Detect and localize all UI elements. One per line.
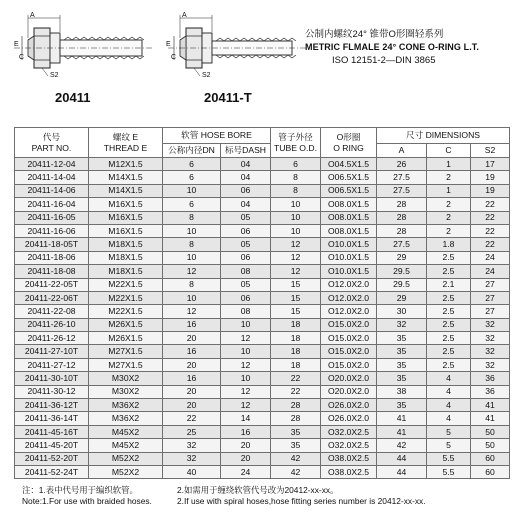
table-row	[15, 425, 510, 438]
cell-thread: M22X1.5	[89, 291, 163, 304]
cell-dim-c: 1	[427, 184, 471, 197]
cell-dim-c: 5	[427, 425, 471, 438]
cell-dim-s2: 36	[471, 372, 510, 385]
cell-dn: 20	[163, 385, 221, 398]
cell-part-no: 20411-16-04	[15, 198, 89, 211]
header-tube-en: TUBE O.D.	[274, 142, 317, 153]
cell-tube-od: 6	[271, 158, 321, 171]
cell-dn: 16	[163, 345, 221, 358]
cell-part-no: 20411-16-05	[15, 211, 89, 224]
dim-c-label-1: C	[19, 54, 25, 61]
cell-tube-od: 10	[271, 198, 321, 211]
cell-dim-c: 2	[427, 224, 471, 237]
cell-part-no: 20411-45-20T	[15, 439, 89, 452]
header-thread-en: THREAD E	[103, 142, 148, 153]
cell-dim-a: 35	[377, 372, 427, 385]
cell-thread: M12X1.5	[89, 158, 163, 171]
cell-thread: M36X2	[89, 412, 163, 425]
cell-dn: 10	[163, 291, 221, 304]
cell-dn: 22	[163, 412, 221, 425]
cell-tube-od: 15	[271, 278, 321, 291]
cell-o-ring: O12.0X2.0	[321, 305, 377, 318]
cell-dash: 06	[221, 184, 271, 197]
cell-dim-s2: 22	[471, 224, 510, 237]
cell-part-no: 20411-14-04	[15, 171, 89, 184]
cell-dash: 05	[221, 278, 271, 291]
cell-part-no: 20411-16-06	[15, 224, 89, 237]
cell-o-ring: O08.0X1.5	[321, 224, 377, 237]
cell-o-ring: O10.0X1.5	[321, 238, 377, 251]
header-part-no	[15, 128, 89, 158]
cell-thread: M14X1.5	[89, 171, 163, 184]
cell-dn: 16	[163, 372, 221, 385]
cell-dn: 6	[163, 158, 221, 171]
dim-a-label-2: A	[182, 12, 187, 19]
cell-part-no: 20411-18-06	[15, 251, 89, 264]
cell-dn: 32	[163, 439, 221, 452]
cell-o-ring: O15.0X2.0	[321, 318, 377, 331]
cell-dn: 8	[163, 211, 221, 224]
cell-dim-a: 38	[377, 385, 427, 398]
cell-dim-c: 1	[427, 158, 471, 171]
cell-tube-od: 35	[271, 425, 321, 438]
cell-dim-s2: 36	[471, 385, 510, 398]
cell-dn: 12	[163, 265, 221, 278]
cell-dim-a: 35	[377, 332, 427, 345]
cell-dim-s2: 24	[471, 251, 510, 264]
cell-dash: 04	[221, 198, 271, 211]
header-tube-cn: 管子外径	[278, 131, 313, 142]
table-row	[15, 251, 510, 264]
cell-dash: 08	[221, 305, 271, 318]
cell-dim-a: 29	[377, 251, 427, 264]
table-row	[15, 158, 510, 171]
table-row	[15, 452, 510, 465]
cell-dim-c: 2.5	[427, 318, 471, 331]
dim-a-label-1: A	[30, 12, 35, 19]
cell-o-ring: O12.0X2.0	[321, 291, 377, 304]
table-row	[15, 278, 510, 291]
cell-dim-a: 28	[377, 211, 427, 224]
cell-tube-od: 18	[271, 332, 321, 345]
cell-dim-a: 35	[377, 399, 427, 412]
cell-dash: 12	[221, 399, 271, 412]
cell-dim-s2: 22	[471, 238, 510, 251]
cell-dim-s2: 32	[471, 332, 510, 345]
cell-o-ring: O38.0X2.5	[321, 465, 377, 478]
cell-dim-s2: 22	[471, 198, 510, 211]
cell-dim-s2: 32	[471, 345, 510, 358]
cell-part-no: 20411-27-12	[15, 358, 89, 371]
cell-thread: M16X1.5	[89, 224, 163, 237]
cell-thread: M52X2	[89, 465, 163, 478]
table-row	[15, 211, 510, 224]
cell-dim-c: 2.1	[427, 278, 471, 291]
note-cn-2: 2.如需用于缠绕软管代号改为20412-xx-xx。	[177, 485, 339, 495]
table-row	[15, 372, 510, 385]
cell-dim-a: 44	[377, 452, 427, 465]
cell-part-no: 20411-22-08	[15, 305, 89, 318]
cell-o-ring: O06.5X1.5	[321, 184, 377, 197]
cell-dim-s2: 32	[471, 318, 510, 331]
cell-dash: 20	[221, 452, 271, 465]
cell-dim-s2: 41	[471, 412, 510, 425]
table-row	[15, 198, 510, 211]
header-hose-bore: 软管 HOSE BORE	[163, 128, 271, 144]
cell-dn: 8	[163, 238, 221, 251]
table-row	[15, 318, 510, 331]
cell-dim-a: 41	[377, 425, 427, 438]
header-dn: 公称内径DN	[163, 144, 221, 158]
cell-dim-s2: 60	[471, 452, 510, 465]
cell-dim-s2: 27	[471, 305, 510, 318]
cell-dash: 06	[221, 291, 271, 304]
cell-dim-c: 4	[427, 385, 471, 398]
table-row	[15, 439, 510, 452]
dim-c-label-2: C	[171, 54, 177, 61]
cell-thread: M18X1.5	[89, 238, 163, 251]
cell-o-ring: O08.0X1.5	[321, 198, 377, 211]
cell-dim-c: 5.5	[427, 465, 471, 478]
cell-tube-od: 18	[271, 318, 321, 331]
part-label-20411: 20411	[55, 90, 91, 105]
cell-o-ring: O32.0X2.5	[321, 439, 377, 452]
cell-part-no: 20411-18-08	[15, 265, 89, 278]
cell-tube-od: 8	[271, 171, 321, 184]
cell-tube-od: 10	[271, 211, 321, 224]
cell-part-no: 20411-12-04	[15, 158, 89, 171]
cell-thread: M16X1.5	[89, 211, 163, 224]
cell-thread: M45X2	[89, 439, 163, 452]
header-part-en: PART NO.	[31, 142, 72, 153]
cell-thread: M30X2	[89, 372, 163, 385]
cell-part-no: 20411-22-05T	[15, 278, 89, 291]
table-row	[15, 265, 510, 278]
cell-dash: 08	[221, 265, 271, 278]
cell-dim-s2: 41	[471, 399, 510, 412]
cell-dim-s2: 60	[471, 465, 510, 478]
cell-o-ring: O20.0X2.0	[321, 385, 377, 398]
cell-o-ring: O10.0X1.5	[321, 251, 377, 264]
cell-part-no: 20411-27-10T	[15, 345, 89, 358]
cell-dn: 10	[163, 251, 221, 264]
cell-dim-c: 5.5	[427, 452, 471, 465]
cell-dash: 06	[221, 224, 271, 237]
cell-thread: M14X1.5	[89, 184, 163, 197]
cell-dn: 32	[163, 452, 221, 465]
cell-part-no: 20411-52-20T	[15, 452, 89, 465]
cell-dn: 10	[163, 224, 221, 237]
table-row	[15, 465, 510, 478]
table-row	[15, 291, 510, 304]
cell-dim-c: 5	[427, 439, 471, 452]
notes	[22, 485, 512, 507]
cell-thread: M36X2	[89, 399, 163, 412]
cell-o-ring: O06.5X1.5	[321, 171, 377, 184]
table-body	[15, 158, 510, 479]
cell-o-ring: O26.0X2.0	[321, 399, 377, 412]
fitting-drawing-20411	[14, 10, 154, 88]
cell-dn: 20	[163, 399, 221, 412]
cell-dn: 10	[163, 184, 221, 197]
cell-tube-od: 18	[271, 358, 321, 371]
header-s2: S2	[471, 144, 510, 158]
dim-s2-label-1: S2	[50, 72, 59, 79]
cell-dim-c: 4	[427, 412, 471, 425]
cell-dim-s2: 22	[471, 211, 510, 224]
cell-o-ring: O15.0X2.0	[321, 332, 377, 345]
table-row	[15, 345, 510, 358]
cell-dim-s2: 50	[471, 425, 510, 438]
cell-dim-s2: 27	[471, 291, 510, 304]
cell-dim-c: 2.5	[427, 358, 471, 371]
cell-thread: M26X1.5	[89, 332, 163, 345]
cell-part-no: 20411-30-10T	[15, 372, 89, 385]
cell-dim-s2: 27	[471, 278, 510, 291]
header-oring-en: O RING	[333, 142, 364, 153]
table-row	[15, 358, 510, 371]
cell-thread: M52X2	[89, 452, 163, 465]
cell-dim-c: 2.5	[427, 291, 471, 304]
header-dimensions: 尺寸 DIMENSIONS	[377, 128, 510, 144]
note-cn-1: 注：1.表中代号用于编织软管。	[22, 485, 138, 495]
cell-dn: 16	[163, 318, 221, 331]
cell-dim-a: 35	[377, 358, 427, 371]
cell-thread: M18X1.5	[89, 265, 163, 278]
cell-dim-c: 4	[427, 399, 471, 412]
cell-dim-a: 28	[377, 198, 427, 211]
cell-dash: 04	[221, 171, 271, 184]
cell-dash: 10	[221, 318, 271, 331]
cell-dash: 05	[221, 238, 271, 251]
cell-dim-a: 29.5	[377, 265, 427, 278]
cell-tube-od: 12	[271, 251, 321, 264]
cell-dash: 06	[221, 251, 271, 264]
cell-dim-a: 32	[377, 318, 427, 331]
cell-thread: M27X1.5	[89, 345, 163, 358]
cell-dim-s2: 50	[471, 439, 510, 452]
cell-dim-a: 29.5	[377, 278, 427, 291]
cell-tube-od: 22	[271, 372, 321, 385]
dim-s2-label-2: S2	[202, 72, 211, 79]
header-thread	[89, 128, 163, 158]
cell-o-ring: O10.0X1.5	[321, 265, 377, 278]
cell-dim-a: 27.5	[377, 171, 427, 184]
note-en-2: 2.If use with spiral hoses,hose fitting series number is 20412-xx-xx.	[177, 496, 426, 506]
header-c: C	[427, 144, 471, 158]
header-o-ring	[321, 128, 377, 158]
dim-e-label-2: E	[166, 41, 171, 48]
cell-tube-od: 12	[271, 265, 321, 278]
cell-part-no: 20411-52-24T	[15, 465, 89, 478]
header-tube-od	[271, 128, 321, 158]
cell-dash: 16	[221, 425, 271, 438]
note-line-cn	[22, 485, 512, 496]
cell-dn: 25	[163, 425, 221, 438]
cell-dim-a: 30	[377, 305, 427, 318]
table-row	[15, 332, 510, 345]
cell-dim-s2: 19	[471, 171, 510, 184]
note-en-1: Note:1.For use with braided hoses.	[22, 496, 152, 506]
table-row	[15, 171, 510, 184]
cell-dn: 20	[163, 358, 221, 371]
cell-dn: 8	[163, 278, 221, 291]
cell-part-no: 20411-18-05T	[15, 238, 89, 251]
cell-dash: 10	[221, 345, 271, 358]
cell-part-no: 20411-26-12	[15, 332, 89, 345]
cell-thread: M27X1.5	[89, 358, 163, 371]
cell-dim-c: 4	[427, 372, 471, 385]
cell-dim-a: 26	[377, 158, 427, 171]
cell-dim-c: 1.8	[427, 238, 471, 251]
cell-dash: 12	[221, 332, 271, 345]
cell-dim-s2: 19	[471, 184, 510, 197]
cell-dim-s2: 24	[471, 265, 510, 278]
cell-part-no: 20411-36-12T	[15, 399, 89, 412]
table-row	[15, 238, 510, 251]
dimensions-table	[14, 127, 510, 479]
cell-thread: M45X2	[89, 425, 163, 438]
cell-dim-c: 2.5	[427, 305, 471, 318]
cell-o-ring: O20.0X2.0	[321, 372, 377, 385]
cell-tube-od: 42	[271, 465, 321, 478]
table-row	[15, 399, 510, 412]
cell-dim-a: 42	[377, 439, 427, 452]
cell-o-ring: O08.0X1.5	[321, 211, 377, 224]
cell-tube-od: 12	[271, 238, 321, 251]
cell-tube-od: 35	[271, 439, 321, 452]
cell-thread: M26X1.5	[89, 318, 163, 331]
cell-tube-od: 15	[271, 305, 321, 318]
cell-tube-od: 42	[271, 452, 321, 465]
title-english: METRIC FLMALE 24° CONE O-RING L.T.	[305, 42, 479, 52]
table-row	[15, 224, 510, 237]
cell-dn: 40	[163, 465, 221, 478]
fitting-drawing-20411-t	[168, 10, 308, 88]
cell-dash: 05	[221, 211, 271, 224]
cell-dim-s2: 17	[471, 158, 510, 171]
cell-dim-a: 41	[377, 412, 427, 425]
cell-thread: M22X1.5	[89, 278, 163, 291]
cell-o-ring: O26.0X2.0	[321, 412, 377, 425]
cell-dim-a: 27.5	[377, 184, 427, 197]
header-part-cn: 代号	[42, 131, 61, 142]
cell-dash: 04	[221, 158, 271, 171]
cell-o-ring: O32.0X2.5	[321, 425, 377, 438]
cell-dash: 24	[221, 465, 271, 478]
cell-dn: 6	[163, 171, 221, 184]
cell-thread: M18X1.5	[89, 251, 163, 264]
cell-tube-od: 10	[271, 224, 321, 237]
cell-dn: 12	[163, 305, 221, 318]
cell-tube-od: 22	[271, 385, 321, 398]
cell-dash: 12	[221, 358, 271, 371]
cell-dim-c: 2	[427, 198, 471, 211]
header-a: A	[377, 144, 427, 158]
cell-thread: M22X1.5	[89, 305, 163, 318]
cell-dim-s2: 32	[471, 358, 510, 371]
cell-o-ring: O04.5X1.5	[321, 158, 377, 171]
cell-thread: M30X2	[89, 385, 163, 398]
cell-dim-c: 2.5	[427, 345, 471, 358]
cell-part-no: 20411-14-06	[15, 184, 89, 197]
note-line-en	[22, 496, 512, 507]
cell-dim-c: 2.5	[427, 251, 471, 264]
cell-dim-a: 27.5	[377, 238, 427, 251]
cell-thread: M16X1.5	[89, 198, 163, 211]
table-row	[15, 412, 510, 425]
cell-dash: 10	[221, 372, 271, 385]
cell-dash: 14	[221, 412, 271, 425]
header-thread-cn: 螺纹 E	[112, 131, 139, 142]
cell-tube-od: 15	[271, 291, 321, 304]
cell-dash: 12	[221, 385, 271, 398]
title-standard: ISO 12151-2—DIN 3865	[332, 55, 436, 66]
cell-o-ring: O15.0X2.0	[321, 345, 377, 358]
header-dash: 标号DASH	[221, 144, 271, 158]
cell-part-no: 20411-30-12	[15, 385, 89, 398]
cell-dim-c: 2.5	[427, 332, 471, 345]
cell-part-no: 20411-26-10	[15, 318, 89, 331]
header-oring-cn: O形圈	[336, 131, 361, 142]
cell-part-no: 20411-45-16T	[15, 425, 89, 438]
cell-tube-od: 28	[271, 399, 321, 412]
cell-dim-a: 29	[377, 291, 427, 304]
cell-dim-c: 2.5	[427, 265, 471, 278]
dim-e-label-1: E	[14, 41, 19, 48]
cell-dim-c: 2	[427, 171, 471, 184]
cell-dash: 20	[221, 439, 271, 452]
cell-part-no: 20411-36-14T	[15, 412, 89, 425]
cell-dim-c: 2	[427, 211, 471, 224]
cell-o-ring: O12.0X2.0	[321, 278, 377, 291]
cell-dim-a: 28	[377, 224, 427, 237]
part-label-20411-t: 20411-T	[204, 90, 252, 105]
cell-dim-a: 35	[377, 345, 427, 358]
table-row	[15, 305, 510, 318]
cell-dn: 6	[163, 198, 221, 211]
cell-dim-a: 44	[377, 465, 427, 478]
cell-o-ring: O38.0X2.5	[321, 452, 377, 465]
cell-o-ring: O15.0X2.0	[321, 358, 377, 371]
cell-dn: 20	[163, 332, 221, 345]
cell-tube-od: 28	[271, 412, 321, 425]
cell-tube-od: 18	[271, 345, 321, 358]
table-row	[15, 385, 510, 398]
table-row	[15, 184, 510, 197]
cell-tube-od: 8	[271, 184, 321, 197]
title-chinese: 公制内螺纹24° 锥带O形圈轻系列	[305, 29, 444, 40]
cell-part-no: 20411-22-06T	[15, 291, 89, 304]
